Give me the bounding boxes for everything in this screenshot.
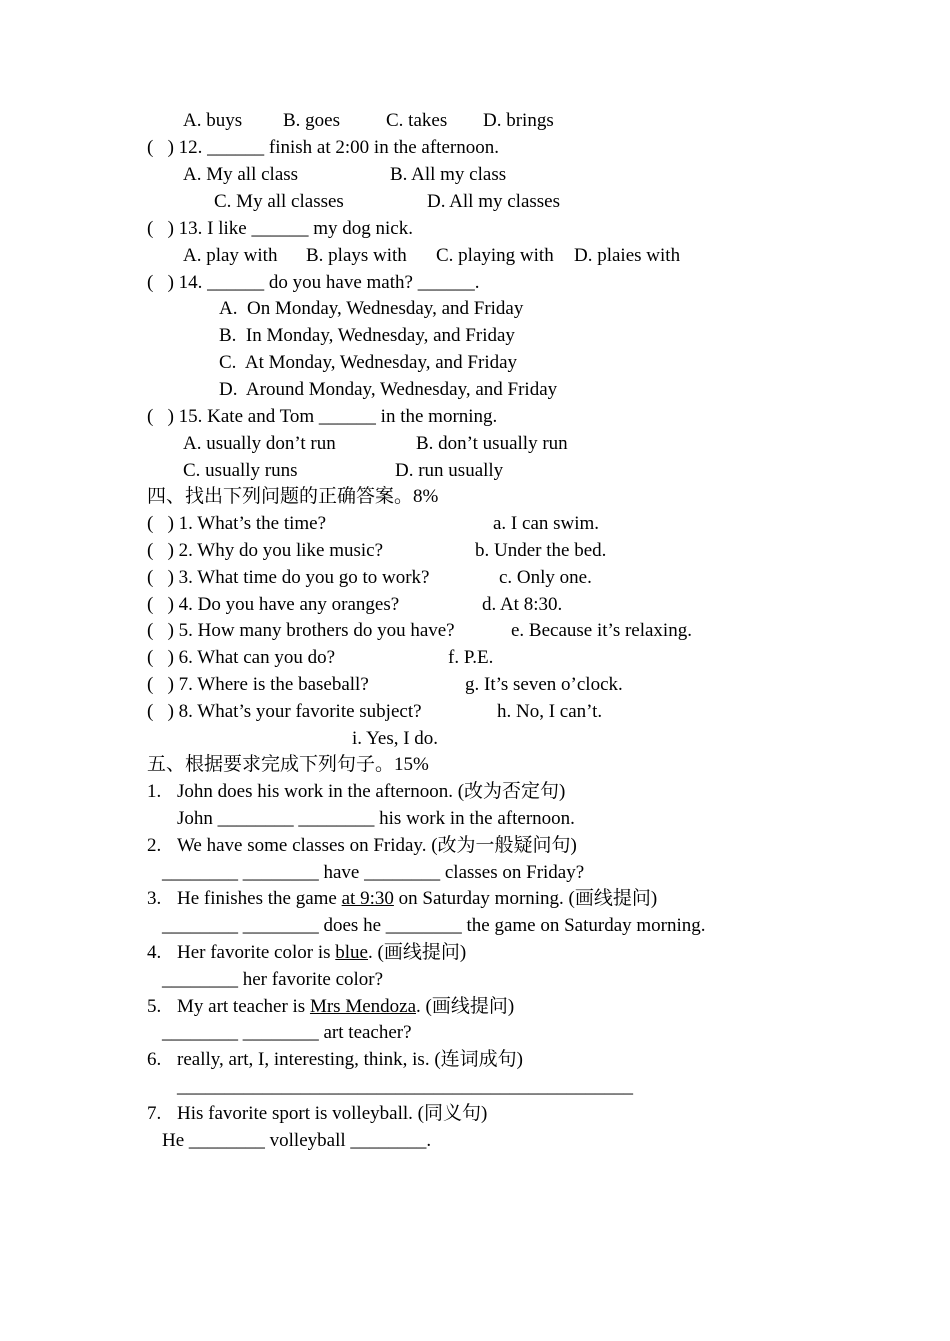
item-number: 7. [147,1103,162,1124]
item-4-prompt [177,942,466,964]
item-5-answer-line: ________ ________ art teacher? [162,1022,412,1043]
matching-answer: i. Yes, I do. [352,728,439,749]
item-number: 5. [147,996,162,1017]
matching-question: ( ) 7. Where is the baseball? [147,674,369,695]
matching-answer: h. No, I can’t. [497,701,603,722]
q14-option-b: B. In Monday, Wednesday, and Friday [219,325,515,346]
q15-stem: ( ) 15. Kate and Tom ______ in the morning. [147,406,498,427]
q13-option-a: A. play with [183,245,278,266]
q13-option-c: C. playing with [436,245,554,266]
item-number: 6. [147,1049,162,1070]
q13-option-b: B. plays with [306,245,407,266]
item-5-prompt [177,996,514,1018]
q13-stem: ( ) 13. I like ______ my dog nick. [147,218,413,239]
matching-answer: g. It’s seven o’clock. [465,674,623,695]
item-number: 4. [147,942,162,963]
q14-option-d: D. Around Monday, Wednesday, and Friday [219,379,558,400]
q15-option-c: C. usually runs [183,460,298,481]
q14-stem: ( ) 14. ______ do you have math? ______. [147,272,480,293]
item-2-prompt: We have some classes on Friday. (改为一般疑问句) [177,835,577,856]
q11-option-c: C. takes [386,110,448,131]
matching-answer: b. Under the bed. [475,540,607,561]
item-2-answer-line: ________ ________ have ________ classes on Friday? [162,862,585,883]
item-6-prompt: really, art, I, interesting, think, is. (连词成句) [177,1049,523,1070]
q14-option-a: A. On Monday, Wednesday, and Friday [219,298,524,319]
prompt-text: He finishes the game [177,888,342,909]
matching-question: ( ) 5. How many brothers do you have? [147,620,455,641]
matching-answer: c. Only one. [499,567,592,588]
q12-option-b: B. All my class [390,164,507,185]
item-7-prompt: His favorite sport is volleyball. (同义句) [177,1103,488,1124]
matching-answer: e. Because it’s relaxing. [511,620,692,641]
matching-answer: f. P.E. [448,647,494,668]
q11-option-d: D. brings [483,110,554,131]
item-4-answer-line: ________ her favorite color? [162,969,384,990]
q15-option-a: A. usually don’t run [183,433,336,454]
underlined-phrase: at 9:30 [341,888,394,909]
item-number: 2. [147,835,162,856]
matching-question: ( ) 8. What’s your favorite subject? [147,701,422,722]
matching-question: ( ) 3. What time do you go to work? [147,567,430,588]
q11-option-a: A. buys [183,110,243,131]
q15-option-d: D. run usually [395,460,504,481]
item-7-answer-line: He ________ volleyball ________. [162,1130,432,1151]
underlined-phrase: Mrs Mendoza [309,996,417,1017]
q11-option-b: B. goes [283,110,340,131]
q14-option-c: C. At Monday, Wednesday, and Friday [219,352,518,373]
q12-stem: ( ) 12. ______ finish at 2:00 in the afternoon. [147,137,499,158]
matching-answer: d. At 8:30. [482,594,563,615]
prompt-text: Her favorite color is [177,942,336,963]
section-5-title: 五、根据要求完成下列句子。15% [147,754,429,775]
q15-option-b: B. don’t usually run [416,433,568,454]
item-3-prompt [177,888,657,910]
matching-question: ( ) 4. Do you have any oranges? [147,594,400,615]
item-3-answer-line: ________ ________ does he ________ the game on Saturday morning. [162,915,706,936]
item-1-answer-line: John ________ ________ his work in the afternoon. [177,808,575,829]
prompt-text: My art teacher is [177,996,310,1017]
item-number: 3. [147,888,162,909]
item-number: 1. [147,781,162,802]
q12-option-a: A. My all class [183,164,299,185]
item-6-answer-line: ________________________________________________ [177,1076,633,1097]
prompt-text: on Saturday morning. (画线提问) [393,888,658,909]
q13-option-d: D. plaies with [574,245,681,266]
matching-answer: a. I can swim. [493,513,600,534]
matching-question: ( ) 1. What’s the time? [147,513,327,534]
prompt-text: . (画线提问) [416,996,515,1017]
matching-question: ( ) 6. What can you do? [147,647,336,668]
prompt-text: . (画线提问) [368,942,467,963]
item-1-prompt: John does his work in the afternoon. (改为否定句) [177,781,566,802]
section-4-title: 四、找出下列问题的正确答案。8% [147,486,439,507]
q12-option-d: D. All my classes [427,191,560,212]
matching-question: ( ) 2. Why do you like music? [147,540,384,561]
underlined-phrase: blue [335,942,368,963]
q12-option-c: C. My all classes [214,191,344,212]
